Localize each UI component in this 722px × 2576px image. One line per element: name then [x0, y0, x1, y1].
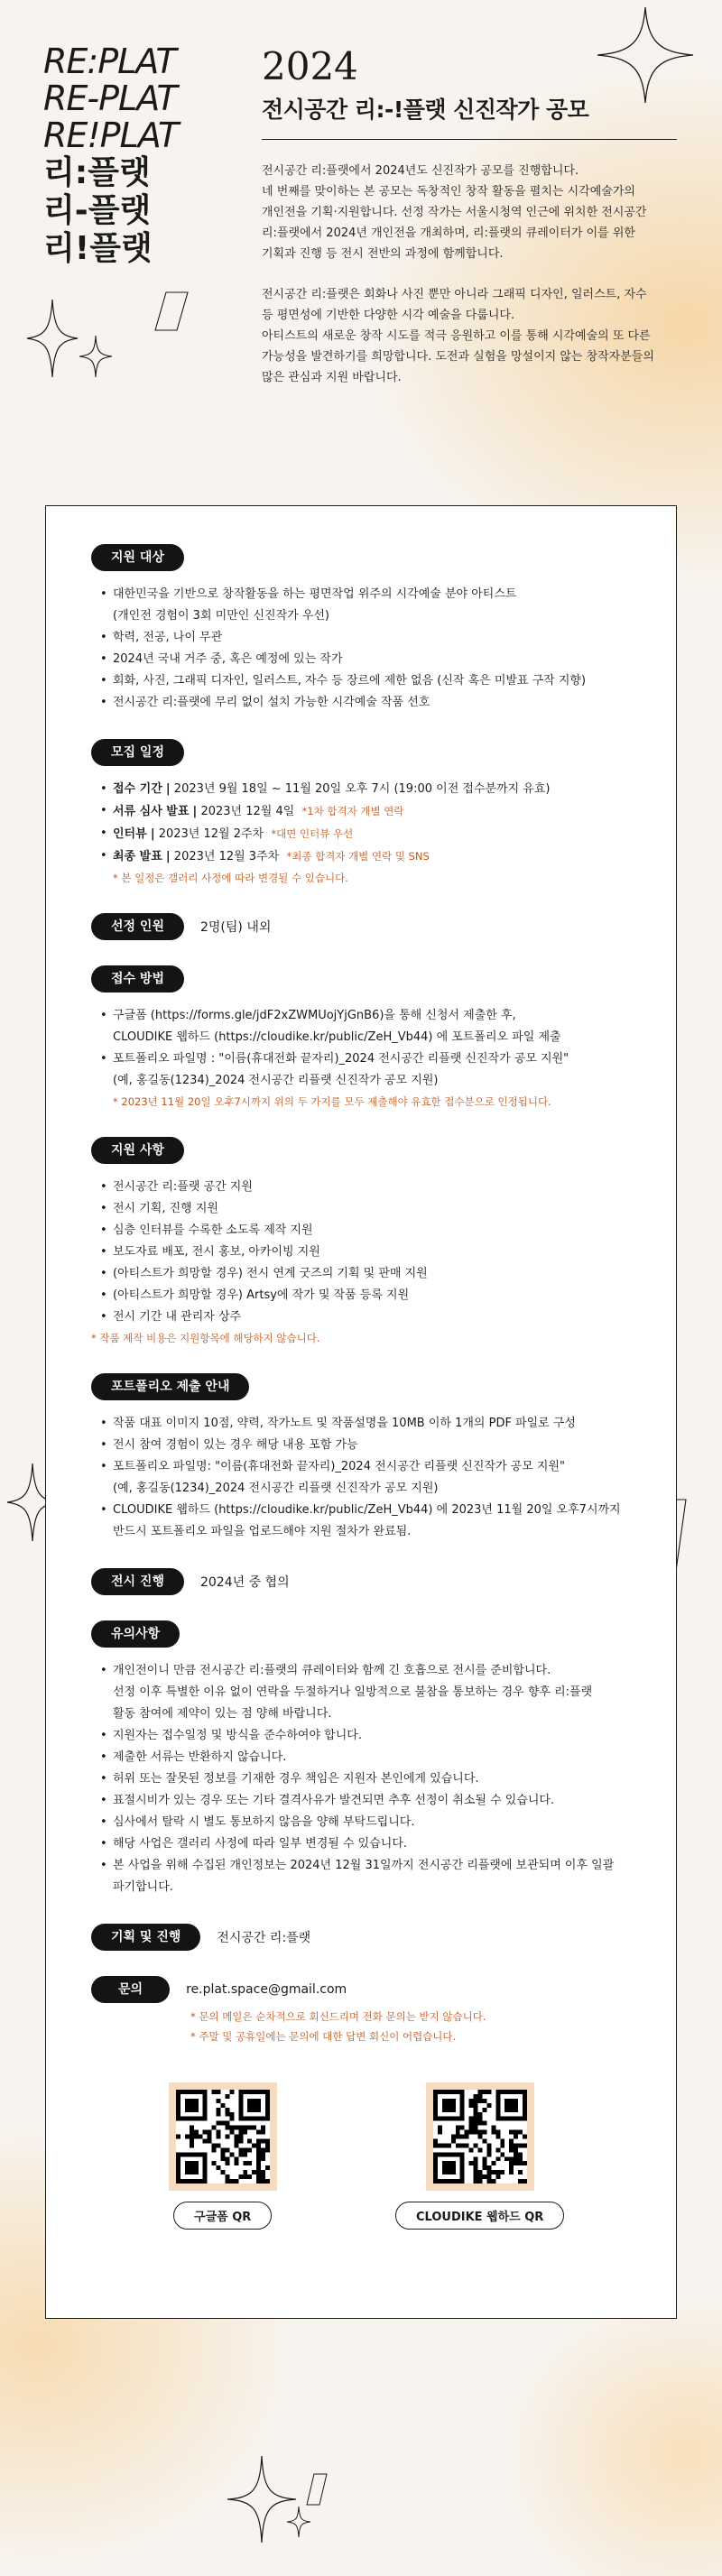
brand-line: RE-PLAT [43, 78, 177, 118]
sparkle-icon [25, 298, 79, 379]
section-label: 포트폴리오 제출 안내 [91, 1373, 249, 1400]
section-label: 모집 일정 [91, 739, 184, 766]
section-label: 유의사항 [91, 1620, 180, 1648]
schedule-key: 최종 발표 [113, 850, 162, 863]
brand-wordmark [43, 43, 242, 268]
section-label: 선정 인원 [91, 913, 184, 940]
qr-row [91, 2082, 642, 2230]
footnote: * 주말 및 공휴일에는 문의에 대한 답변 회신이 어렵습니다. [190, 2030, 457, 2043]
brand-line-kr: 리!플랫 [43, 230, 153, 267]
list-item: • 포트폴리오 파일명 : "이름(휴대전화 끝자리)_2024 전시공간 리플랫 신진작가 공모 지원" [100, 1048, 642, 1070]
hero-year: 2024 [262, 44, 358, 88]
schedule-key: 서류 심사 발표 [113, 805, 190, 818]
qr-label: CLOUDIKE 웹하드 QR [395, 2202, 564, 2230]
list-item: • 심사에서 탈락 시 별도 통보하지 않음을 양해 부탁드립니다. [100, 1812, 642, 1833]
section-notice [91, 1620, 642, 1898]
hero [262, 45, 677, 140]
schedule-note: *최종 합격자 개별 연락 및 SNS [286, 850, 430, 863]
list-item: • CLOUDIKE 웹하드 (https://cloudike.kr/public/ZeH_Vb44) 에 2023년 11월 20일 오후7시까지 [100, 1500, 642, 1521]
list-item: 활동 참여에 제약이 있는 점 양해 바랍니다. [113, 1707, 332, 1721]
schedule-row: • 서류 심사 발표 | 2023년 12월 4일 *1차 합격자 개별 연락 [100, 800, 642, 823]
section-schedule [91, 739, 642, 888]
list-item: • 해당 사업은 갤러리 사정에 따라 일부 변경될 수 있습니다. [100, 1833, 642, 1855]
list-item: CLOUDIKE 웹하드 (https://cloudike.kr/public/ZeH_Vb44) 에 포트폴리오 파일 제출 [113, 1030, 561, 1044]
list-item: • 보도자료 배포, 전시 홍보, 아카이빙 지원 [100, 1242, 642, 1263]
schedule-note: *대면 인터뷰 우선 [271, 827, 354, 840]
list-item: • 전시 기획, 진행 지원 [100, 1198, 642, 1220]
list-item: • 개인전이니 만큼 전시공간 리:플랫의 큐레이터와 함께 긴 호흡으로 전시를 준비합니다. [100, 1660, 642, 1682]
section-organizer [91, 1924, 642, 1951]
list-item: • 본 사업을 위해 수집된 개인정보는 2024년 12월 31일까지 전시공간 리플랫에 보관되며 이후 일괄 [100, 1855, 642, 1877]
schedule-key: 인터뷰 [113, 827, 147, 841]
list-item: • 2024년 국내 거주 중, 혹은 예정에 있는 작가 [100, 649, 642, 670]
section-label: 접수 방법 [91, 965, 184, 993]
list-item: • 표절시비가 있는 경우 또는 기타 결격사유가 발견되면 추후 선정이 취소될 수 있습니다. [100, 1790, 642, 1812]
list-item: (예, 홍길동(1234)_2024 전시공간 리플랫 신진작가 공모 지원) [113, 1482, 439, 1495]
section-selection [91, 913, 642, 940]
intro-paragraph: 전시공간 리:플랫에서 2024년도 신진작가 공모를 진행합니다. 네 번째를 맞이하는 본 공모는 독창적인 창작 활동을 펼치는 시각예술가의 개인전을 기획·지원합니다. 선정 작가는 서울시청역 인근에 위치한 전시공간 리:플랫에서 2024년 개인전을 개최하며, 리:플랫의 큐레이터가 이를 위한 기획과 진행 등 전시 전반의 과정에 함께합니다. [262, 164, 647, 261]
schedule-value: 2023년 12월 2주차 [158, 827, 264, 841]
qr-code-icon[interactable] [176, 2090, 270, 2184]
list-item: • 제출한 서류는 반환하지 않습니다. [100, 1747, 642, 1768]
sparkle-icon [78, 334, 114, 379]
list-item: (예, 홍길동(1234)_2024 전시공간 리플랫 신진작가 공모 지원) [113, 1074, 439, 1087]
section-label: 지원 사항 [91, 1137, 184, 1164]
brand-line-kr: 리-플랫 [43, 192, 152, 229]
list-item: • 허위 또는 잘못된 정보를 기재한 경우 책임은 지원자 본인에게 있습니다. [100, 1768, 642, 1790]
schedule-row: • 접수 기간 | 2023년 9월 18일 ~ 11월 20일 오후 7시 (19:00 이전 접수분까지 유효) [100, 779, 642, 800]
section-label: 전시 진행 [91, 1568, 184, 1595]
qr-cloudike[interactable] [395, 2082, 564, 2230]
qr-label: 구글폼 QR [173, 2202, 272, 2230]
section-contact [91, 1976, 642, 2046]
section-value: 전시공간 리:플랫 [217, 1931, 311, 1945]
list-item: • (아티스트가 희망할 경우) Artsy에 작가 및 작품 등록 지원 [100, 1285, 642, 1306]
schedule-row: • 인터뷰 | 2023년 12월 2주차 *대면 인터뷰 우선 [100, 823, 642, 845]
list-item: • 심층 인터뷰를 수록한 소도록 제작 지원 [100, 1220, 642, 1242]
contact-notes [91, 2007, 642, 2046]
section-value: 2명(팀) 내외 [199, 920, 272, 935]
section-portfolio [91, 1373, 642, 1543]
list-item: • 구글폼 (https://forms.gle/jdF2xZWMUojYjGnB6)을 통해 신청서 제출한 후, [100, 1005, 642, 1027]
footnote: * 작품 제작 비용은 지원항목에 해당하지 않습니다. [91, 1332, 320, 1344]
list-item: 파기합니다. [113, 1880, 173, 1894]
section-label: 기획 및 진행 [91, 1924, 200, 1951]
list-item: 선정 이후 특별한 이유 없이 연락을 두절하거나 일방적으로 불참을 통보하는 경우 향후 리:플랫 [113, 1685, 593, 1699]
schedule-value: 2023년 9월 18일 ~ 11월 20일 오후 7시 (19:00 이전 접수분까지 유효) [173, 782, 551, 796]
list-item: • 지원자는 접수일정 및 방식을 준수하여야 합니다. [100, 1725, 642, 1747]
list-item: • 학력, 전공, 나이 무관 [100, 627, 642, 649]
qr-google-form[interactable] [169, 2082, 277, 2230]
schedule-value: 2023년 12월 3주차 [173, 850, 280, 863]
brand-line-kr: 리:플랫 [43, 154, 151, 191]
footnote: * 문의 메일은 순차적으로 회신드리며 전화 문의는 받지 않습니다. [190, 2010, 486, 2023]
footnote: * 2023년 11월 20일 오후7시까지 위의 두 가지를 모두 제출해야 유효한 접수분으로 인정됩니다. [113, 1095, 551, 1108]
qr-frame [169, 2082, 277, 2191]
section-eligibility [91, 544, 642, 714]
brand-line: RE!PLAT [43, 115, 179, 155]
section-label: 지원 대상 [91, 544, 184, 571]
list-item: • 전시공간 리:플랫에 무리 없이 설치 가능한 시각예술 작품 선호 [100, 692, 642, 714]
list-item: • 대한민국을 기반으로 창작활동을 하는 평면작업 위주의 시각예술 분야 아티스트 [100, 584, 642, 605]
page-title: 전시공간 리:-!플랫 신진작가 공모 [262, 92, 677, 140]
list-item: (개인전 경험이 3회 미만인 신진작가 우선) [113, 609, 330, 623]
parallelogram-icon [305, 2472, 329, 2507]
list-item: 반드시 포트폴리오 파일을 업로드해야 지원 절차가 완료됨. [113, 1525, 412, 1538]
section-apply [91, 965, 642, 1112]
intro-text [262, 161, 686, 408]
intro-paragraph: 전시공간 리:플랫은 회화나 사진 뿐만 아니라 그래픽 디자인, 일러스트, 자수 등 평면성에 기반한 다양한 시각 예술을 다룹니다. 아티스트의 새로운 창작 시도를 적극 응원하고 이를 통해 시각예술의 또 다른 가능성을 발견하기를 희망합니다. 도전과 실험을 망설이지 않는 창작자분들의 많은 관심과 지원 바랍니다. [262, 288, 654, 384]
list-item: • 작품 대표 이미지 10점, 약력, 작가노트 및 작품설명을 10MB 이하 1개의 PDF 파일로 구성 [100, 1413, 642, 1435]
section-support [91, 1137, 642, 1348]
list-item: • 회화, 사진, 그래픽 디자인, 일러스트, 자수 등 장르에 제한 없음 (신작 혹은 미발표 구작 지향) [100, 670, 642, 692]
section-value: 2024년 중 협의 [199, 1575, 290, 1590]
parallelogram-icon [153, 291, 190, 332]
contact-email[interactable]: re.plat.space@gmail.com [186, 1982, 347, 1997]
info-card [45, 505, 677, 2319]
schedule-row: • 최종 발표 | 2023년 12월 3주차 *최종 합격자 개별 연락 및 SNS [100, 845, 642, 868]
list-item: • 전시공간 리:플랫 공간 지원 [100, 1177, 642, 1198]
schedule-note: *1차 합격자 개별 연락 [301, 805, 404, 817]
schedule-key: 접수 기간 [113, 782, 162, 796]
brand-line: RE:PLAT [43, 42, 176, 81]
section-exhibition [91, 1568, 642, 1595]
section-label: 문의 [91, 1976, 170, 2003]
qr-frame [426, 2082, 534, 2191]
schedule-value: 2023년 12월 4일 [200, 805, 295, 818]
footnote: * 본 일정은 갤러리 사정에 따라 변경될 수 있습니다. [113, 872, 348, 884]
list-item: • 전시 참여 경험이 있는 경우 해당 내용 포함 가능 [100, 1435, 642, 1456]
sparkle-icon [285, 2505, 312, 2539]
list-item: • (아티스트가 희망할 경우) 전시 연계 굿즈의 기획 및 판매 지원 [100, 1263, 642, 1285]
list-item: • 전시 기간 내 관리자 상주 [100, 1306, 642, 1328]
list-item: • 포트폴리오 파일명: "이름(휴대전화 끝자리)_2024 전시공간 리플랫 신진작가 공모 지원" [100, 1456, 642, 1478]
qr-code-icon[interactable] [433, 2090, 527, 2184]
